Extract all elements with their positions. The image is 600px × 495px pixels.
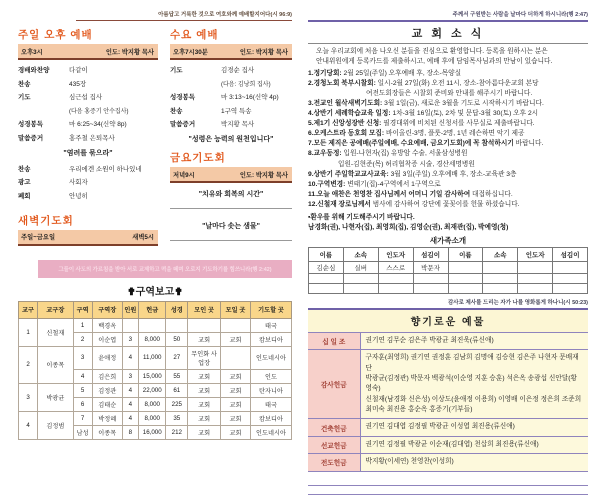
report-cell: 교회 xyxy=(220,425,250,439)
news-item-text: 변태기(집)-4구역에서 1구역으로 xyxy=(345,180,441,188)
new-family-title: 새가족소개 xyxy=(429,235,467,245)
news-item xyxy=(308,129,588,139)
news-item-text: 1차-3월 16일(토), 2차 및 문답-3월 30(토) 오후 2시 xyxy=(390,110,539,118)
report-cell xyxy=(220,318,250,332)
service-row-label: 경배와찬양 xyxy=(18,67,50,74)
report-header-cell: 교구 xyxy=(19,301,38,318)
offering-row xyxy=(308,436,588,453)
offering-names-line: 박광균(김정관) 박문자 백광석(이순영 지훈 승훈) 석은옥 송광섭 신안달(황영숙) xyxy=(365,374,577,393)
service-row-value: 다같이 xyxy=(69,67,88,74)
service-row-value: 심근섭 집사 xyxy=(69,94,103,101)
service-row-value: 안녕히 xyxy=(69,192,88,200)
church-news-title: 교 회 소 식 xyxy=(308,22,588,44)
news-item-text: 일시-2월 27일(화) 오전 11시, 장소-참아름다운교회 본당 xyxy=(375,80,539,88)
service-row-label: 찬송 xyxy=(170,107,183,115)
report-header-row xyxy=(19,301,292,318)
report-cell: 남성 xyxy=(73,425,92,439)
news-item xyxy=(308,190,588,200)
service-row xyxy=(18,164,158,173)
family-header-cell: 인도자 xyxy=(518,247,553,261)
news-item-heading: 6.오케스트라 동호회 모집: xyxy=(308,130,385,138)
dawn-prayer-days: 주일~금요일 xyxy=(21,234,56,241)
dawn-prayer-title: 새벽기도회 xyxy=(18,214,74,227)
report-cell: 인도네시아 xyxy=(250,346,291,369)
district-report-table xyxy=(18,301,292,440)
service-row-value: 마 3:13~16(신약 4p) xyxy=(221,94,279,101)
news-item-text: 3월 1일(금), 새로운 3월을 기도로 시작하시기 바랍니다. xyxy=(382,100,544,108)
district-number: 2 xyxy=(19,346,38,383)
report-cell: 캄보디아 xyxy=(250,332,291,346)
service-row-value: 홍주철 은퇴목사 xyxy=(69,134,115,142)
sick-prayer-names: 남경화(권), 나현자(집), 최영희(집), 김영순(권), 최재관(집), 박예영(청) xyxy=(308,223,509,231)
report-cell: 4 xyxy=(122,346,138,369)
report-cell: 윤애정 xyxy=(92,346,122,369)
report-cell: 교회 xyxy=(188,369,221,383)
service-row-label: 성경봉독 xyxy=(170,94,196,101)
news-item-heading: 9.상반기 주일학교교사교육: xyxy=(308,170,389,178)
report-header-cell: 모일 곳 xyxy=(220,301,250,318)
sick-prayer-block xyxy=(308,213,588,233)
news-item xyxy=(308,69,588,79)
report-cell: 6 xyxy=(73,397,92,411)
news-item xyxy=(308,160,588,170)
family-cell xyxy=(343,283,378,293)
family-cell xyxy=(553,273,588,283)
offering-row xyxy=(308,419,588,436)
news-item-text: 여전도회장들은 시찰회 준비와 안내를 해주시기 바랍니다. xyxy=(366,90,533,98)
report-cell: 무인화 사업장 xyxy=(188,346,221,369)
news-item-text: 바랍니다. xyxy=(513,140,544,148)
report-cell: 캄보디아 xyxy=(250,411,291,425)
new-family-table xyxy=(308,247,588,294)
news-item-heading: 4.상반기 세례학습교육 일정: xyxy=(308,110,391,118)
report-cell: 인도네시아 xyxy=(250,425,291,439)
report-cell: 2 xyxy=(73,332,92,346)
offering-type-label: 전도헌금 xyxy=(308,454,360,471)
report-row xyxy=(19,411,292,425)
family-cell xyxy=(483,283,518,293)
news-item-heading: 11.오늘 애찬은 천영찬 집사님께서 어머니 기일 감사하여 xyxy=(308,190,471,198)
report-cell: 5 xyxy=(73,383,92,397)
offering-names-cell xyxy=(360,436,588,453)
report-header-cell: 성경 xyxy=(166,301,188,318)
report-cell xyxy=(220,346,250,369)
service-row-label: 찬송 xyxy=(18,80,31,88)
news-item xyxy=(308,89,588,99)
offering-names-line: 최미숙 최진용 홍순옥 홍증기(기부들) xyxy=(365,406,473,414)
footer-rule-1 xyxy=(308,485,588,486)
report-cell: 225 xyxy=(166,397,188,411)
news-item xyxy=(308,149,588,159)
wednesday-service-rows xyxy=(170,65,292,144)
report-cell: 16,000 xyxy=(139,425,166,439)
service-row-label: 기도 xyxy=(18,94,31,101)
wednesday-service xyxy=(170,27,292,144)
offering-names-line: 구자훈(최영희) 권기연 권정훈 김남희 김명애 김승현 김은주 나현자 문배재단 xyxy=(365,354,579,372)
news-intro-line: 오늘 우리교회에 처음 나오신 분들을 진심으로 환영합니다. 등록을 원하시는 분은 xyxy=(316,48,548,55)
church-news-items xyxy=(308,69,588,210)
news-item-heading: 12.신철재 장로님께서 xyxy=(308,200,371,208)
family-cell xyxy=(309,283,344,293)
footer-rule-2 xyxy=(308,494,588,495)
service-row-value: 435장 xyxy=(69,80,87,88)
family-header-cell: 이름 xyxy=(309,247,344,261)
district-head: 신철재 xyxy=(38,318,73,346)
report-cell: 4 xyxy=(122,383,138,397)
friday-prayer-bar xyxy=(170,167,292,183)
family-header-cell: 섬김이 xyxy=(413,247,448,261)
news-item-heading: 2.경청노회 북부시찰회: xyxy=(308,80,376,88)
family-header-cell: 인도자 xyxy=(378,247,413,261)
report-cell: 50 xyxy=(166,332,188,346)
friday-prayer-section xyxy=(170,150,292,199)
service-row xyxy=(18,79,158,88)
service-row-label: 성경봉독 xyxy=(18,121,44,128)
offering-names-line: 박지황(이세연) 천영찬(이성희) xyxy=(365,458,454,466)
news-item-text: 필경대위에 비치된 신청서를 사무실로 제출바랍니다. xyxy=(381,120,535,128)
report-header-cell: 모인 곳 xyxy=(188,301,221,318)
report-header-cell: 기도할 곳 xyxy=(250,301,291,318)
service-row xyxy=(18,191,158,200)
news-item-text: 바이올린-3명, 플룻-2명, 1년 레슨하면 악기 제공 xyxy=(384,130,525,138)
district-report-title: ✟구역보고✟ xyxy=(127,286,183,298)
district-head: 이종목 xyxy=(38,346,73,383)
report-cell: 교회 xyxy=(220,397,250,411)
report-cell: 3 xyxy=(73,346,92,369)
report-cell: 4 xyxy=(122,411,138,425)
dawn-prayer-bar xyxy=(18,230,158,246)
offering-names-line: 권기연 김정필 박광균 이순재(김대엽) 천삽희 최진용(류신애) xyxy=(365,440,539,448)
friday-prayer-time: 저녁9시 xyxy=(173,171,195,179)
report-cell: 8 xyxy=(122,425,138,439)
service-row-value: 1구역 특송 xyxy=(221,107,252,115)
offering-type-label: 건축헌금 xyxy=(308,419,360,436)
service-row xyxy=(18,177,158,186)
report-cell: 태국 xyxy=(250,397,291,411)
wednesday-service-bar xyxy=(170,44,292,60)
service-row xyxy=(170,119,292,128)
report-cell: 22,000 xyxy=(139,383,166,397)
report-cell: 4 xyxy=(73,369,92,383)
news-item-text: 대접하십니다. xyxy=(470,190,513,198)
report-cell: 김은희 xyxy=(92,369,122,383)
family-cell: 김순심 xyxy=(309,261,344,273)
district-head: 김정범 xyxy=(38,411,73,439)
report-row xyxy=(19,318,292,332)
sunday-afternoon-service xyxy=(18,27,158,200)
offering-row xyxy=(308,454,588,471)
service-row-subnote: (다음: 김낭희 집사) xyxy=(221,81,271,88)
district-number: 3 xyxy=(19,383,38,411)
report-cell: 3 xyxy=(122,369,138,383)
report-cell: 백경옥 xyxy=(92,318,122,332)
news-item-heading: 10.구역변경: xyxy=(308,180,346,188)
offering-type-label: 감사헌금 xyxy=(308,350,360,419)
service-row xyxy=(170,106,292,115)
family-cell xyxy=(483,261,518,273)
report-cell: 212 xyxy=(166,425,188,439)
family-cell: 실버 xyxy=(343,261,378,273)
report-cell: 인도 xyxy=(250,369,291,383)
family-cell: 스스로 xyxy=(378,261,413,273)
service-row-label: 폐회 xyxy=(18,192,31,200)
service-row xyxy=(170,65,292,74)
wednesday-service-title: 수요 예배 xyxy=(170,29,219,41)
news-intro-line: 안내위원에게 등록카드를 제출하시고, 예배 후에 담임목사님과의 만남이 있습니다. xyxy=(316,58,553,66)
sunday-service-leader: 인도: 박지황 목사 xyxy=(105,48,154,56)
report-header-cell: 교구장 xyxy=(38,301,73,318)
news-item-heading: 1.정기당회: xyxy=(308,70,342,78)
news-item xyxy=(308,119,588,129)
news-item xyxy=(308,200,588,210)
report-cell: 27 xyxy=(166,346,188,369)
service-row-subnote: (다음 홍증기 안수집사) xyxy=(69,108,129,115)
offering-names-cell xyxy=(360,419,588,436)
service-row xyxy=(18,133,158,142)
friday-prayer-quote: "치유와 회복의 시간" xyxy=(198,191,264,198)
family-cell xyxy=(448,283,483,293)
district-number: 4 xyxy=(19,411,38,439)
left-subcolumn xyxy=(18,27,158,251)
wednesday-service-leader: 인도: 박지황 목사 xyxy=(239,48,288,56)
sunday-service-rows xyxy=(18,65,158,200)
news-item xyxy=(308,79,588,89)
service-row-label: 기도 xyxy=(170,67,183,74)
report-cell: 김정관 xyxy=(92,383,122,397)
news-item-text: 입원-나현자(집) 유방암 수술, 서울삼성병원 xyxy=(341,150,468,158)
service-row-value: 박지황 목사 xyxy=(221,121,255,128)
sunday-service-time: 오후3시 xyxy=(21,48,43,56)
family-cell xyxy=(483,273,518,283)
offering-names-line: 권기연 김대엽 김정필 박광균 이성엽 최진용(류신애) xyxy=(365,423,515,431)
family-cell xyxy=(553,283,588,293)
family-cell xyxy=(518,273,553,283)
news-item-text: 범사에 감사하여 강단에 꽃꽂이를 헌물 하셨습니다. xyxy=(370,200,520,208)
report-cell: 교회 xyxy=(188,425,221,439)
report-cell: 교회 xyxy=(188,397,221,411)
report-cell: 이종목 xyxy=(92,425,122,439)
bulletin-left-page xyxy=(0,0,300,437)
news-item-text: 입원-김현준(목) 허리협착증 시술, 경산세명병원 xyxy=(338,160,475,168)
family-row xyxy=(309,273,588,283)
family-header-cell: 이름 xyxy=(448,247,483,261)
report-cell: 8,000 xyxy=(139,411,166,425)
news-item xyxy=(308,109,588,119)
report-cell: 탄자니아 xyxy=(250,383,291,397)
news-item-text: 3월 3일(주일) 오후예배 후, 장소-교육관 3층 xyxy=(388,170,517,178)
family-cell xyxy=(518,283,553,293)
family-header-row xyxy=(309,247,588,261)
service-quote: "염려를 묶으라" xyxy=(63,149,113,157)
offering-row xyxy=(308,350,588,419)
report-cell: 3 xyxy=(122,332,138,346)
report-header-cell: 헌금 xyxy=(139,301,166,318)
offering-type-label: 선교헌금 xyxy=(308,436,360,453)
sick-prayer-heading: ▪환우를 위해 기도해주시기 바랍니다. xyxy=(308,213,415,221)
report-cell: 태국 xyxy=(250,318,291,332)
news-item-heading: 7.모든 제직은 공예배(주일예배, 수요예배, 금요기도회)에 꼭 참석하시기 xyxy=(308,140,514,148)
report-cell: 4 xyxy=(122,397,138,411)
report-cell: 교회 xyxy=(188,332,221,346)
news-item-text: 2월 25일(주일) 오후예배 후, 장소-목양실 xyxy=(341,70,462,78)
report-cell: 박정혜 xyxy=(92,411,122,425)
report-cell xyxy=(139,318,166,332)
service-row xyxy=(170,92,292,101)
family-header-cell: 소속 xyxy=(483,247,518,261)
family-cell xyxy=(378,283,413,293)
family-cell xyxy=(448,273,483,283)
report-cell: 김태순 xyxy=(92,397,122,411)
offering-names-cell xyxy=(360,454,588,471)
district-number: 1 xyxy=(19,318,38,346)
service-row-value: 사회자 xyxy=(69,179,88,186)
service-row-label: 광고 xyxy=(18,179,31,186)
offering-names-cell xyxy=(360,333,588,350)
service-row xyxy=(18,119,158,128)
offering-names-line: 권기연 김무순 김은주 박광균 최진욱(류신애) xyxy=(365,336,494,344)
service-quote: "성령은 능력의 원천입니다" xyxy=(188,136,274,143)
family-cell xyxy=(413,283,448,293)
family-cell xyxy=(448,261,483,273)
family-header-cell: 소속 xyxy=(343,247,378,261)
friday-prayer-leader: 인도: 박지황 목사 xyxy=(239,171,288,179)
scripture-banner: 그들이 사도의 가르침을 받아 서로 교제하고 떡을 떼며 오로지 기도하기를 힘쓰니라(행 2:42) xyxy=(38,260,292,278)
sunday-service-bar xyxy=(18,44,158,60)
right-top-verse: 주께서 구원받는 사람을 날마다 더하게 하시니라(행 2:47) xyxy=(452,12,588,18)
right-subcolumn xyxy=(170,27,292,251)
report-cell xyxy=(166,318,188,332)
family-row xyxy=(309,261,588,273)
report-header-cell: 인원 xyxy=(122,301,138,318)
news-item xyxy=(308,180,588,190)
report-row xyxy=(19,383,292,397)
report-cell xyxy=(188,318,221,332)
thanks-verse: 감사로 제사를 드리는 자가 나를 영화롭게 하나니(시 50:23) xyxy=(447,299,588,306)
offering-type-label: 십 일 조 xyxy=(308,333,360,350)
news-item-heading: 8.교우동정: xyxy=(308,150,342,158)
family-cell xyxy=(378,273,413,283)
news-item xyxy=(308,99,588,109)
service-row xyxy=(18,65,158,74)
service-row-value: 마 6:25~34(신약 8p) xyxy=(69,121,127,128)
report-header-cell: 구역장 xyxy=(92,301,122,318)
service-row-label: 찬송 xyxy=(18,165,31,173)
service-row-label: 말씀증거 xyxy=(170,121,196,128)
service-row xyxy=(18,92,158,101)
report-header-cell: 구역 xyxy=(73,301,92,318)
report-cell: 11,000 xyxy=(139,346,166,369)
dawn-prayer-time: 새벽5시 xyxy=(132,234,154,241)
report-cell: 7 xyxy=(73,411,92,425)
report-cell: 교회 xyxy=(220,411,250,425)
family-cell: 박문자 xyxy=(413,261,448,273)
report-cell xyxy=(122,318,138,332)
news-item-heading: 3.전교인 월삭새벽기도회: xyxy=(308,100,383,108)
family-row xyxy=(309,283,588,293)
report-cell: 교회 xyxy=(220,369,250,383)
report-row xyxy=(19,346,292,369)
service-columns xyxy=(18,27,292,251)
report-cell: 이순엽 xyxy=(92,332,122,346)
report-cell: 8,000 xyxy=(139,332,166,346)
report-cell: 교회 xyxy=(220,383,250,397)
sunday-service-title: 주일 오후 예배 xyxy=(18,29,93,41)
bulletin-right-page xyxy=(300,0,600,468)
report-cell: 1 xyxy=(73,318,92,332)
report-cell: 15,000 xyxy=(139,369,166,383)
family-cell xyxy=(518,261,553,273)
left-top-verse: 아름답고 거룩한 것으로 여호와께 예배할지어다(시 96:9) xyxy=(76,10,292,21)
report-cell: 8,000 xyxy=(139,397,166,411)
offering-names-line: 신철재(남경화 신은성) 이상도(윤애정 이용희) 이영배 이은정 정은희 조준희 xyxy=(365,395,582,403)
report-cell: 교회 xyxy=(188,411,221,425)
family-header-cell: 섬김이 xyxy=(553,247,588,261)
service-row-label: 말씀증거 xyxy=(18,134,44,142)
report-cell: 교회 xyxy=(220,332,250,346)
offering-row xyxy=(308,333,588,350)
friday-prayer-title: 금요기도회 xyxy=(170,152,226,164)
family-cell xyxy=(309,273,344,283)
family-cell xyxy=(343,273,378,283)
news-item-heading: 5.제1기 신앙성장반 신청: xyxy=(308,120,382,128)
wednesday-service-time: 오후7시30분 xyxy=(173,48,208,56)
news-item xyxy=(308,170,588,180)
report-cell: 교회 xyxy=(188,383,221,397)
family-cell xyxy=(413,273,448,283)
family-cell xyxy=(553,261,588,273)
news-item xyxy=(308,139,588,149)
offerings-title: 향기로운 예물 xyxy=(308,308,588,333)
service-row-value: 김경순 집사 xyxy=(221,67,255,74)
dawn-prayer-quote: "날마다 솟는 샘물" xyxy=(170,208,292,241)
dawn-prayer-section xyxy=(18,213,158,246)
report-cell: 61 xyxy=(166,383,188,397)
report-cell: 55 xyxy=(166,369,188,383)
offerings-table xyxy=(308,333,588,472)
service-row-value: 우리에겐 소원이 하나있네 xyxy=(69,165,142,173)
report-cell: 35 xyxy=(166,411,188,425)
offering-names-cell xyxy=(360,350,588,419)
church-news-intro xyxy=(308,47,588,67)
district-head: 박광균 xyxy=(38,383,73,411)
